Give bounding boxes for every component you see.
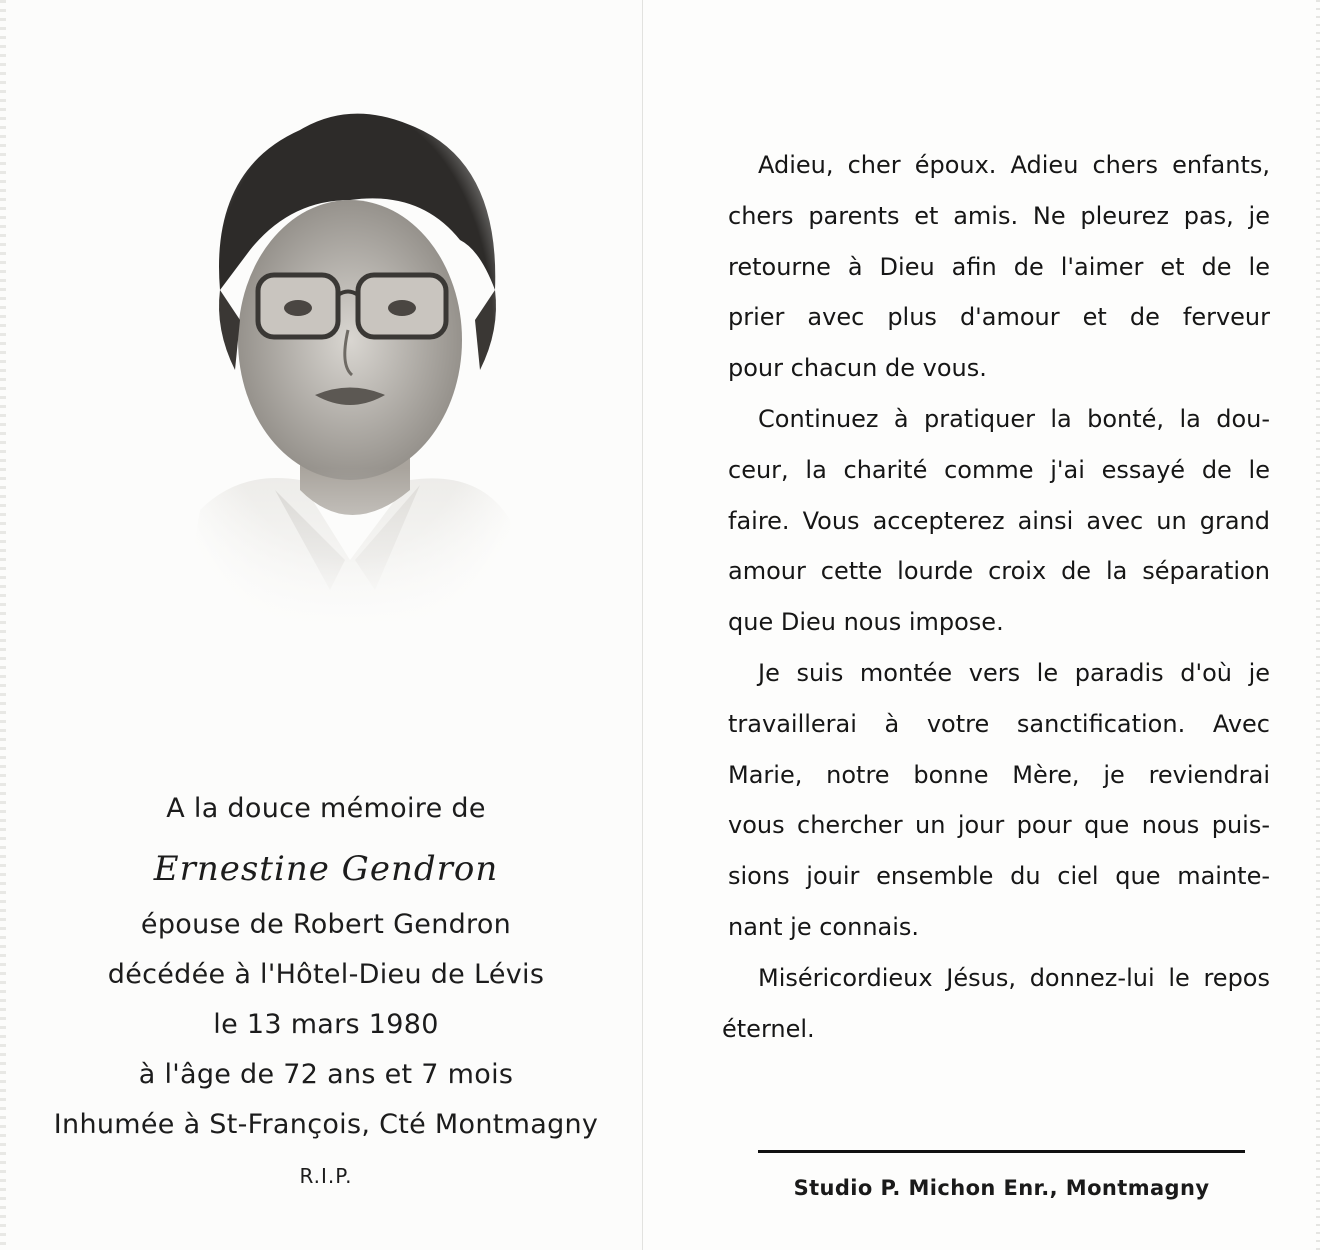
text-line: faire. Vous accepterez ainsi avec un grand xyxy=(728,506,1270,535)
text-line: chers parents et amis. Ne pleurez pas, je xyxy=(728,201,1270,230)
death-date: le 13 mars 1980 xyxy=(213,1009,439,1040)
death-place: décédée à l'Hôtel-Dieu de Lévis xyxy=(107,959,545,990)
paragraph-3 xyxy=(728,648,1270,953)
text-line: Je suis montée vers le paradis d'où je xyxy=(758,658,1270,687)
left-page xyxy=(0,0,643,1250)
divider-rule xyxy=(758,1150,1245,1153)
age-line: à l'âge de 72 ans et 7 mois xyxy=(138,1059,514,1090)
text-line: amour cette lourde croix de la séparation xyxy=(728,557,1270,586)
text-line: que Dieu nous impose. xyxy=(728,608,1004,637)
text-line: Adieu, cher époux. Adieu chers enfants, xyxy=(758,151,1270,179)
text-line: sions jouir ensemble du ciel que mainte- xyxy=(728,862,1270,891)
text-line: vous chercher un jour pour que nous puis- xyxy=(728,811,1270,840)
text-line: Continuez à pratiquer la bonté, la dou- xyxy=(758,404,1270,433)
text-line: éternel. xyxy=(722,1014,815,1043)
rip-line: R.I.P. xyxy=(299,1164,353,1188)
text-line: Marie, notre bonne Mère, je reviendrai xyxy=(728,760,1270,789)
burial-line: Inhumée à St-François, Cté Montmagny xyxy=(53,1109,599,1140)
farewell-text xyxy=(722,140,1270,1054)
spouse-line: épouse de Robert Gendron xyxy=(140,909,512,940)
paragraph-2 xyxy=(728,394,1270,648)
text-line: retourne à Dieu afin de l'aimer et de le xyxy=(728,252,1270,281)
text-line: prier avec plus d'amour et de ferveur xyxy=(728,303,1270,332)
portrait-photo xyxy=(180,90,520,630)
paragraph-1 xyxy=(728,140,1270,394)
memorial-text xyxy=(50,784,602,1196)
paragraph-4 xyxy=(722,953,1270,1055)
text-line: ceur, la charité comme j'ai essayé de le xyxy=(728,455,1270,484)
studio-credit: Studio P. Michon Enr., Montmagny xyxy=(793,1176,1210,1200)
text-line: pour chacun de vous. xyxy=(728,354,987,383)
text-line: nant je connais. xyxy=(728,912,920,941)
text-line: travaillerai à votre sanctification. Avec xyxy=(728,709,1270,738)
memorial-heading: A la douce mémoire de xyxy=(166,793,486,824)
text-line: Miséricordieux Jésus, donnez-lui le repos xyxy=(758,963,1270,992)
right-page xyxy=(643,0,1320,1250)
deceased-name: Ernestine Gendron xyxy=(153,849,499,889)
